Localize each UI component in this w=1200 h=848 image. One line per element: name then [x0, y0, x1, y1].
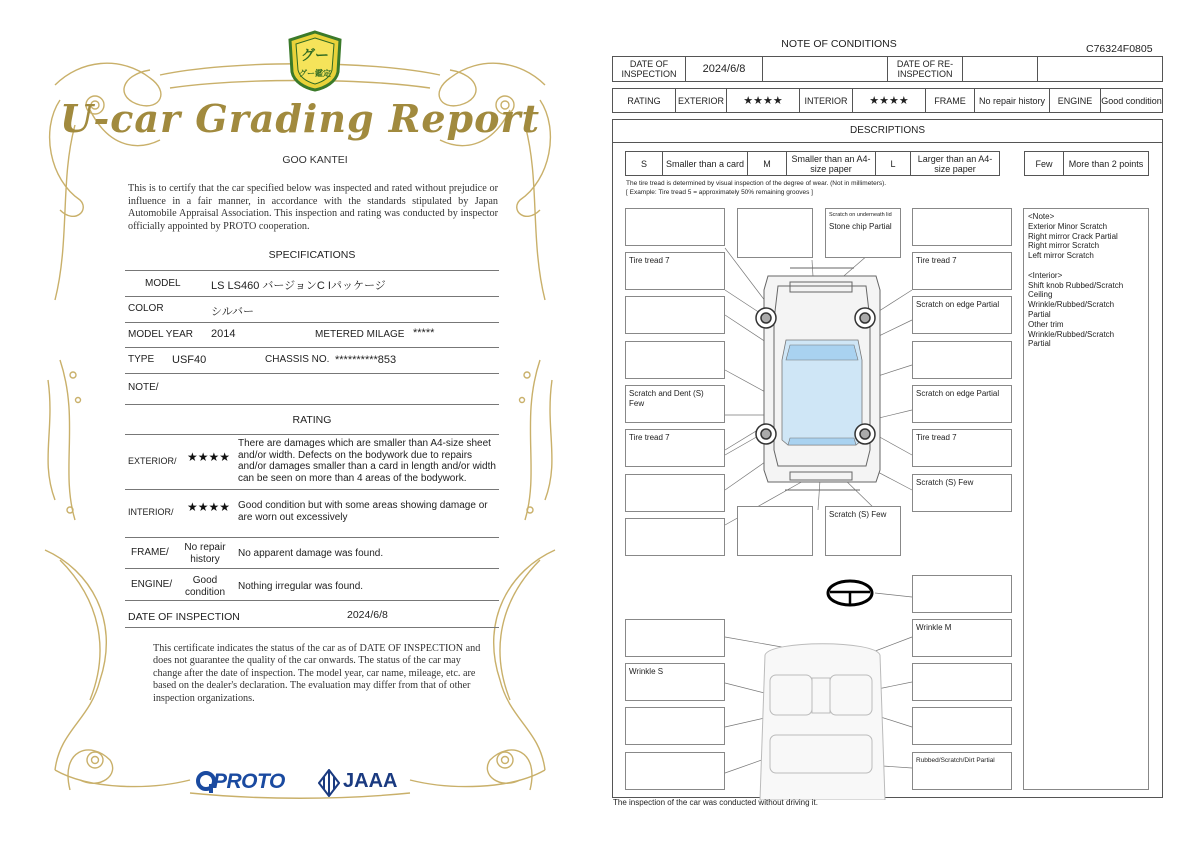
legend-m-desc: Smaller than an A4-size paper	[786, 151, 876, 176]
color-label: COLOR	[128, 303, 164, 314]
legend-few: Few	[1024, 151, 1064, 176]
conditions-footer: The inspection of the car was conducted without driving it.	[613, 798, 818, 807]
condition-box: Scratch (S) Few	[825, 506, 901, 556]
model-year-label: MODEL YEAR	[128, 329, 194, 340]
empty-cell	[762, 56, 888, 82]
date-of-reinspection-value	[962, 56, 1038, 82]
engine-label: ENGINE/	[131, 579, 173, 590]
divider	[125, 296, 499, 297]
interior-description: Good condition but with some areas showing damage or are worn out excessively	[238, 500, 488, 523]
frame-value: No repair history	[974, 88, 1050, 113]
exterior-label: EXTERIOR/	[128, 456, 177, 466]
color-value: シルバー	[211, 306, 254, 318]
divider	[125, 627, 499, 628]
conditions-title: NOTE OF CONDITIONS	[781, 38, 897, 50]
divider	[125, 568, 499, 569]
condition-box	[825, 208, 901, 258]
steering-wheel-icon	[828, 581, 872, 605]
divider	[125, 347, 499, 348]
condition-box	[737, 208, 813, 258]
condition-box: Tire tread 7	[625, 252, 725, 290]
condition-box: Rubbed/Scratch/Dirt Partial	[912, 752, 1012, 790]
condition-box: Tire tread 7	[625, 429, 725, 467]
divider	[125, 322, 499, 323]
exterior-description: There are damages which are smaller than A4-size sheet and/or width. Defects on the bodywork due to repairs and/or damages smaller than a card in length and/or width can be seen on more than 4 areas of the bodywork.	[238, 438, 496, 484]
metered-milage-value: *****	[413, 327, 435, 339]
frame-label: FRAME/	[131, 547, 169, 558]
frame-value: No repair history	[184, 542, 226, 565]
exterior-stars: ★★★★	[187, 450, 231, 464]
frame-label: FRAME	[925, 88, 975, 113]
empty-cell	[1037, 56, 1163, 82]
divider	[125, 373, 499, 374]
condition-box	[625, 341, 725, 379]
condition-box: Wrinkle S	[625, 663, 725, 701]
badge-text: グー鑑定	[299, 69, 331, 78]
report-title: U-car Grading Report	[59, 96, 541, 141]
interior-label: INTERIOR	[799, 88, 853, 113]
condition-box	[625, 474, 725, 512]
report-code: C76324F0805	[1086, 43, 1153, 55]
tire-tread-note: The tire tread is determined by visual inspection of the degree of wear. (Not in millimeters).	[626, 180, 887, 187]
date-of-reinspection-label: DATE OF RE-INSPECTION	[887, 56, 963, 82]
condition-box: Scratch on edge Partial	[912, 296, 1012, 334]
jaaa-logo-icon	[318, 769, 340, 797]
interior-label: INTERIOR/	[128, 507, 174, 517]
certification-statement: This is to certify that the car specified below was inspected and rated without prejudice or influence in a fair manner, in accordance with the standards stipulated by Japan Automobile Appraisal Association. This inspection and rating was conducted by inspector officially appointed by PROTO cooperation.	[128, 183, 498, 232]
engine-description: Nothing irregular was found.	[238, 581, 364, 592]
proto-logo: PROTO	[213, 770, 285, 793]
specifications-heading: SPECIFICATIONS	[268, 249, 356, 261]
report-subtitle: GOO KANTEI	[282, 154, 348, 166]
condition-box: Scratch on edge Partial	[912, 385, 1012, 423]
divider	[125, 600, 499, 601]
interior-stars: ★★★★	[187, 500, 231, 514]
model-year-value: 2014	[211, 328, 236, 340]
engine-label: ENGINE	[1049, 88, 1101, 113]
condition-box	[912, 208, 1012, 246]
model-label: MODEL	[145, 278, 181, 289]
divider	[125, 489, 499, 490]
date-of-inspection-label: DATE OF INSPECTION	[612, 56, 686, 82]
tire-tread-example: [ Example: Tire tread 5 = approximately 50% remaining grooves ]	[626, 189, 813, 196]
chassis-label: CHASSIS NO.	[265, 354, 330, 365]
condition-box	[912, 341, 1012, 379]
condition-box: Scratch and Dent (S) Few	[625, 385, 725, 423]
condition-box	[912, 707, 1012, 745]
legend-m: M	[747, 151, 787, 176]
divider	[125, 434, 499, 435]
condition-box	[737, 506, 813, 556]
engine-value: Good condition	[1100, 88, 1163, 113]
date-of-inspection-label: DATE OF INSPECTION	[128, 611, 240, 623]
legend-s-desc: Smaller than a card	[662, 151, 748, 176]
legend-s: S	[625, 151, 663, 176]
condition-box: Tire tread 7	[912, 429, 1012, 467]
note-of-conditions	[600, 0, 1200, 848]
condition-box	[625, 296, 725, 334]
type-value: USF40	[172, 354, 207, 366]
divider	[125, 404, 499, 405]
condition-box	[625, 208, 725, 246]
rating-heading: RATING	[292, 414, 332, 426]
underneath-lid-note: Scratch on underneath lid	[829, 212, 892, 218]
engine-value: Good condition	[184, 575, 226, 598]
frame-description: No apparent damage was found.	[238, 548, 384, 559]
condition-notes: <Note> Exterior Minor Scratch Right mirror Crack Partial Right mirror Scratch Left mirror Scratch <Interior> Shift knob Rubbed/Scratch Ceiling Wrinkle/Rubbed/Scratch Partial Other trim Wrinkle/Rubbed/Scratch Partial	[1023, 208, 1149, 790]
model-value: LS LS460 バージョンC Iパッケージ	[211, 280, 386, 292]
condition-box: Tire tread 7	[912, 252, 1012, 290]
chassis-value: **********853	[335, 354, 397, 366]
legend-l: L	[875, 151, 911, 176]
legend-l-desc: Larger than an A4-size paper	[910, 151, 1000, 176]
descriptions-heading: DESCRIPTIONS	[612, 119, 1163, 143]
condition-box	[625, 518, 725, 556]
svg-text:グー: グー	[301, 48, 329, 64]
condition-box	[912, 575, 1012, 613]
condition-box	[625, 619, 725, 657]
condition-box	[625, 752, 725, 790]
legend-few-desc: More than 2 points	[1063, 151, 1149, 176]
certificate-disclaimer: This certificate indicates the status of the car as of DATE OF INSPECTION and does not guarantee the quality of the car onwards. The status of the car may change after the date of inspection. The model year, car name, mileage, etc. are based on the dealer's declaration. The evaluation may differ from that of other inspection organizations.	[153, 643, 481, 704]
exterior-stars: ★★★★	[726, 88, 800, 113]
divider	[125, 537, 499, 538]
condition-box: Wrinkle M	[912, 619, 1012, 657]
condition-box: Scratch (S) Few	[912, 474, 1012, 512]
goo-kantei-badge-icon	[287, 30, 343, 92]
condition-box	[625, 707, 725, 745]
interior-stars: ★★★★	[852, 88, 926, 113]
jaaa-logo: JAAA	[343, 770, 398, 792]
condition-box	[912, 663, 1012, 701]
stone-chip-note: Stone chip Partial	[829, 222, 892, 231]
exterior-label: EXTERIOR	[675, 88, 727, 113]
type-label: TYPE	[128, 354, 155, 365]
note-label: NOTE/	[128, 382, 159, 393]
divider	[125, 270, 499, 271]
date-of-inspection-value: 2024/6/8	[685, 56, 763, 82]
date-of-inspection-value: 2024/6/8	[347, 609, 388, 621]
metered-milage-label: METERED MILAGE	[315, 329, 405, 340]
rating-label: RATING	[612, 88, 676, 113]
